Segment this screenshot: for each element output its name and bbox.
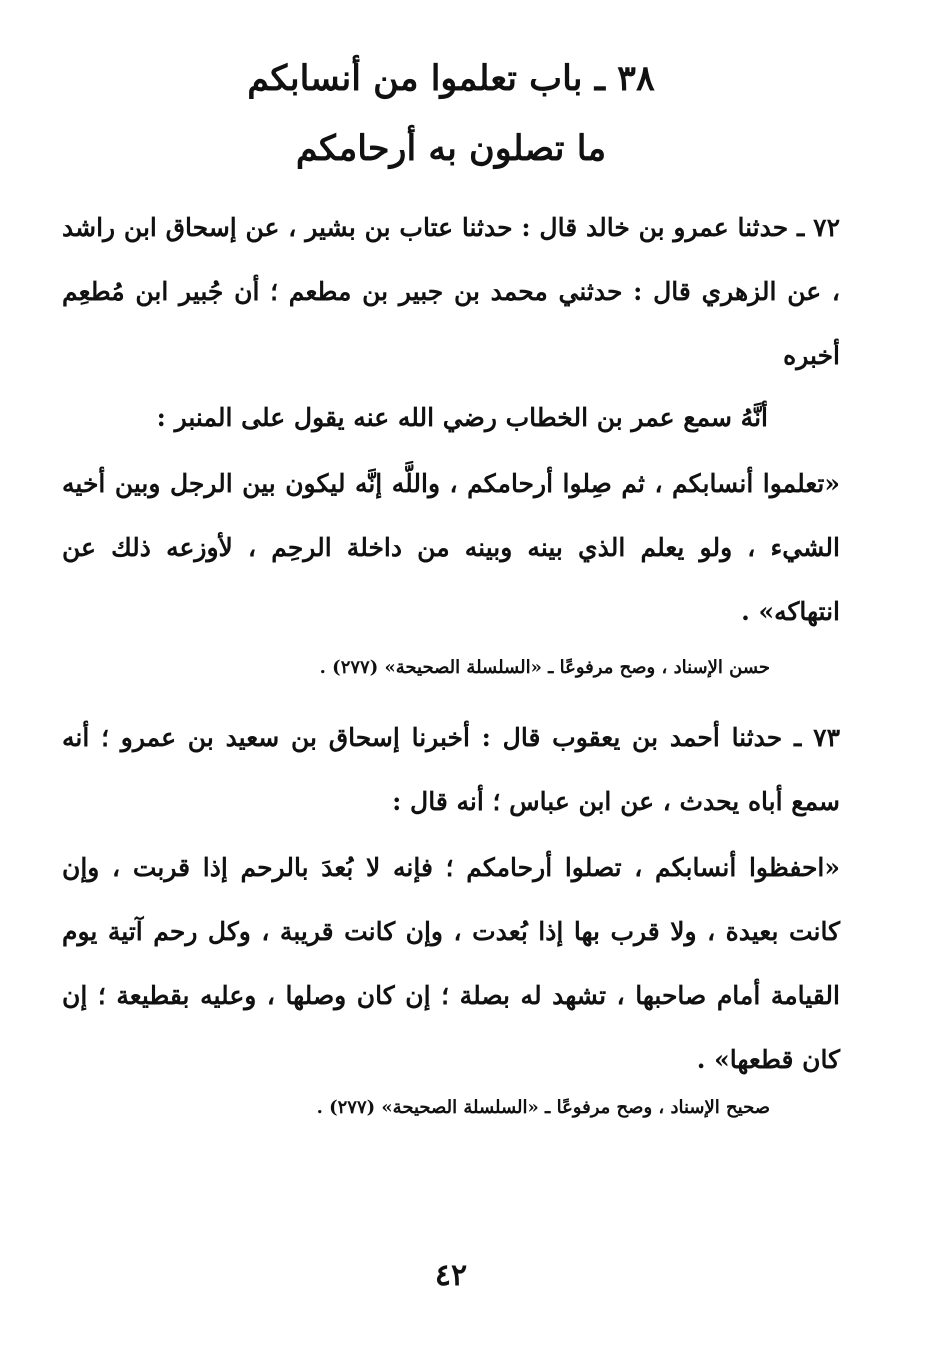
- page-number: ٤٢: [434, 1258, 468, 1293]
- chapter-title-line-1: ٣٨ ـ باب تعلموا من أنسابكم: [247, 58, 655, 99]
- chapter-title-line-2: ما تصلون به أرحامكم: [295, 128, 607, 169]
- hadith-72-isnad: ٧٢ ـ حدثنا عمرو بن خالد قال : حدثنا عتاب بن بشير ، عن إسحاق ابن راشد ، عن الزهري قال : حدثني محمد بن جبير بن مطعم ؛ أن جُبير ابن مُطعِم أخبره: [62, 213, 840, 370]
- hadith-73-matn: «احفظوا أنسابكم ، تصلوا أرحامكم ؛ فإنه لا بُعدَ بالرحم إذا قربت ، وإن كانت بعيدة ، ولا قرب بها إذا بُعدت ، وإن كانت قريبة ، وكل رحم آتية يوم القيامة أمام صاحبها ، تشهد له بصلة ؛ إن كان وصلها ، وعليه بقطيعة ؛ إن كان قطعها» .: [62, 853, 840, 1074]
- hadith-72-intro: أنَّهُ سمع عمر بن الخطاب رضي الله عنه يقول على المنبر :: [156, 403, 768, 432]
- hadith-72-grade: حسن الإسناد ، وصح مرفوعًا ـ «السلسلة الصحيحة» (٢٧٧) .: [319, 657, 770, 678]
- hadith-73-isnad: ٧٣ ـ حدثنا أحمد بن يعقوب قال : أخبرنا إسحاق بن سعيد بن عمرو ؛ أنه سمع أباه يحدث ، عن ابن عباس ؛ أنه قال :: [62, 723, 840, 816]
- book-page: [62, 0, 840, 1360]
- hadith-73-grade: صحيح الإسناد ، وصح مرفوعًا ـ «السلسلة الصحيحة» (٢٧٧) .: [316, 1097, 770, 1118]
- hadith-72-matn: «تعلموا أنسابكم ، ثم صِلوا أرحامكم ، واللَّه إنَّه ليكون بين الرجل وبين أخيه الشيء ، ولو يعلم الذي بينه وبينه من داخلة الرحِم ، لأوزعه ذلك عن انتهاكه» .: [62, 469, 840, 626]
